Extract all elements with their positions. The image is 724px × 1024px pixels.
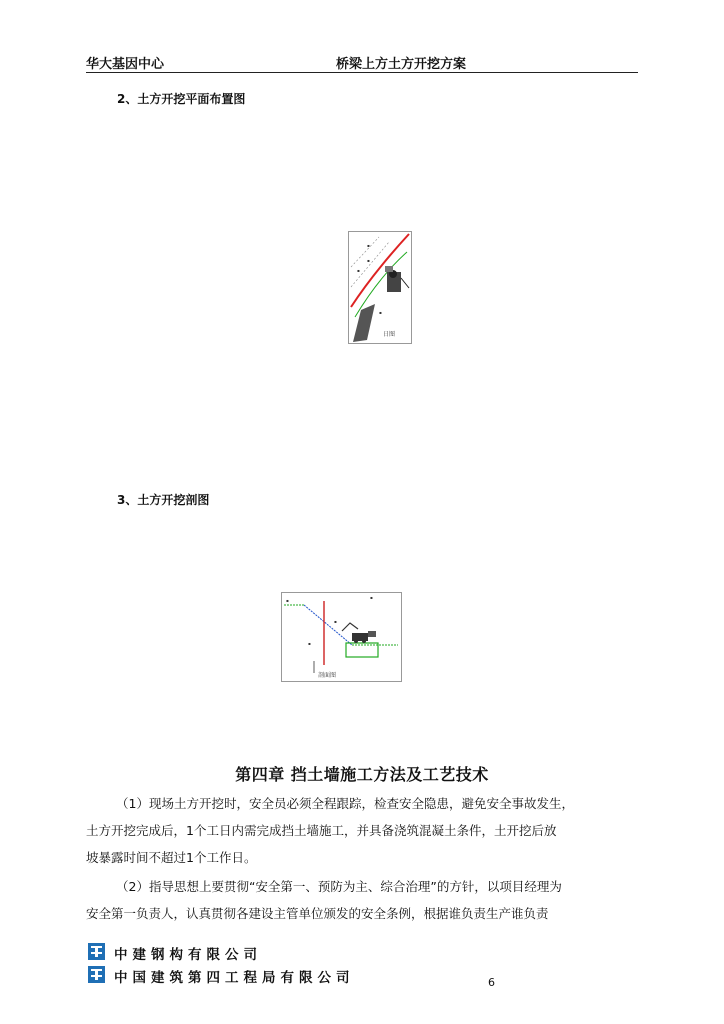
- excavation-plan-drawing: [349, 232, 411, 343]
- svg-text:▪: ▪: [370, 595, 373, 600]
- paragraph-line: 安全第一负责人，认真贯彻各建设主管单位颁发的安全条例，根据谁负责生产谁负责: [86, 906, 549, 921]
- header-document-title: 桥梁上方土方开挖方案: [336, 57, 467, 72]
- figure2-caption: 剖面图: [318, 672, 337, 679]
- section-3-heading: 3、土方开挖剖图: [117, 493, 210, 507]
- paragraph-line: 土方开挖完成后，1个工日内需完成挡土墙施工，并具备浇筑混凝土条件，土开挖后放: [86, 823, 557, 838]
- page-number: 6: [488, 976, 495, 989]
- figure1-caption: 日图: [383, 331, 396, 338]
- excavation-section-figure: [281, 592, 402, 682]
- section-2-heading: 2、土方开挖平面布置图: [117, 92, 246, 106]
- company-name-1: 中建钢构有限公司: [114, 947, 262, 963]
- excavation-plan-figure: [348, 231, 412, 344]
- paragraph-line: （1）现场土方开挖时，安全员必须全程跟踪，检查安全隐患，避免安全事故发生，: [116, 796, 574, 811]
- chapter-title: 第四章 挡土墙施工方法及工艺技术: [235, 765, 489, 784]
- paragraph-line: （2）指导思想上要贯彻“安全第一、预防为主、综合治理”的方针，以项目经理为: [116, 879, 562, 894]
- cscec-logo-icon: [88, 966, 105, 983]
- svg-text:▪: ▪: [357, 268, 360, 273]
- svg-text:▪: ▪: [379, 310, 382, 315]
- excavation-section-drawing: [282, 593, 401, 681]
- paragraph-1: [86, 790, 638, 871]
- paragraph-line: 坡暴露时间不超过1个工作日。: [86, 850, 257, 865]
- svg-text:▪: ▪: [308, 641, 311, 646]
- header-project-name: 华大基因中心: [86, 57, 165, 72]
- page-header: [86, 50, 638, 73]
- cscec-logo-icon: [88, 943, 105, 960]
- svg-text:▪: ▪: [334, 619, 337, 624]
- svg-text:▪: ▪: [367, 243, 370, 248]
- paragraph-2: [86, 873, 638, 927]
- company-name-2: 中国建筑第四工程局有限公司: [114, 970, 355, 986]
- svg-text:▪: ▪: [286, 598, 289, 603]
- svg-text:▪: ▪: [367, 258, 370, 263]
